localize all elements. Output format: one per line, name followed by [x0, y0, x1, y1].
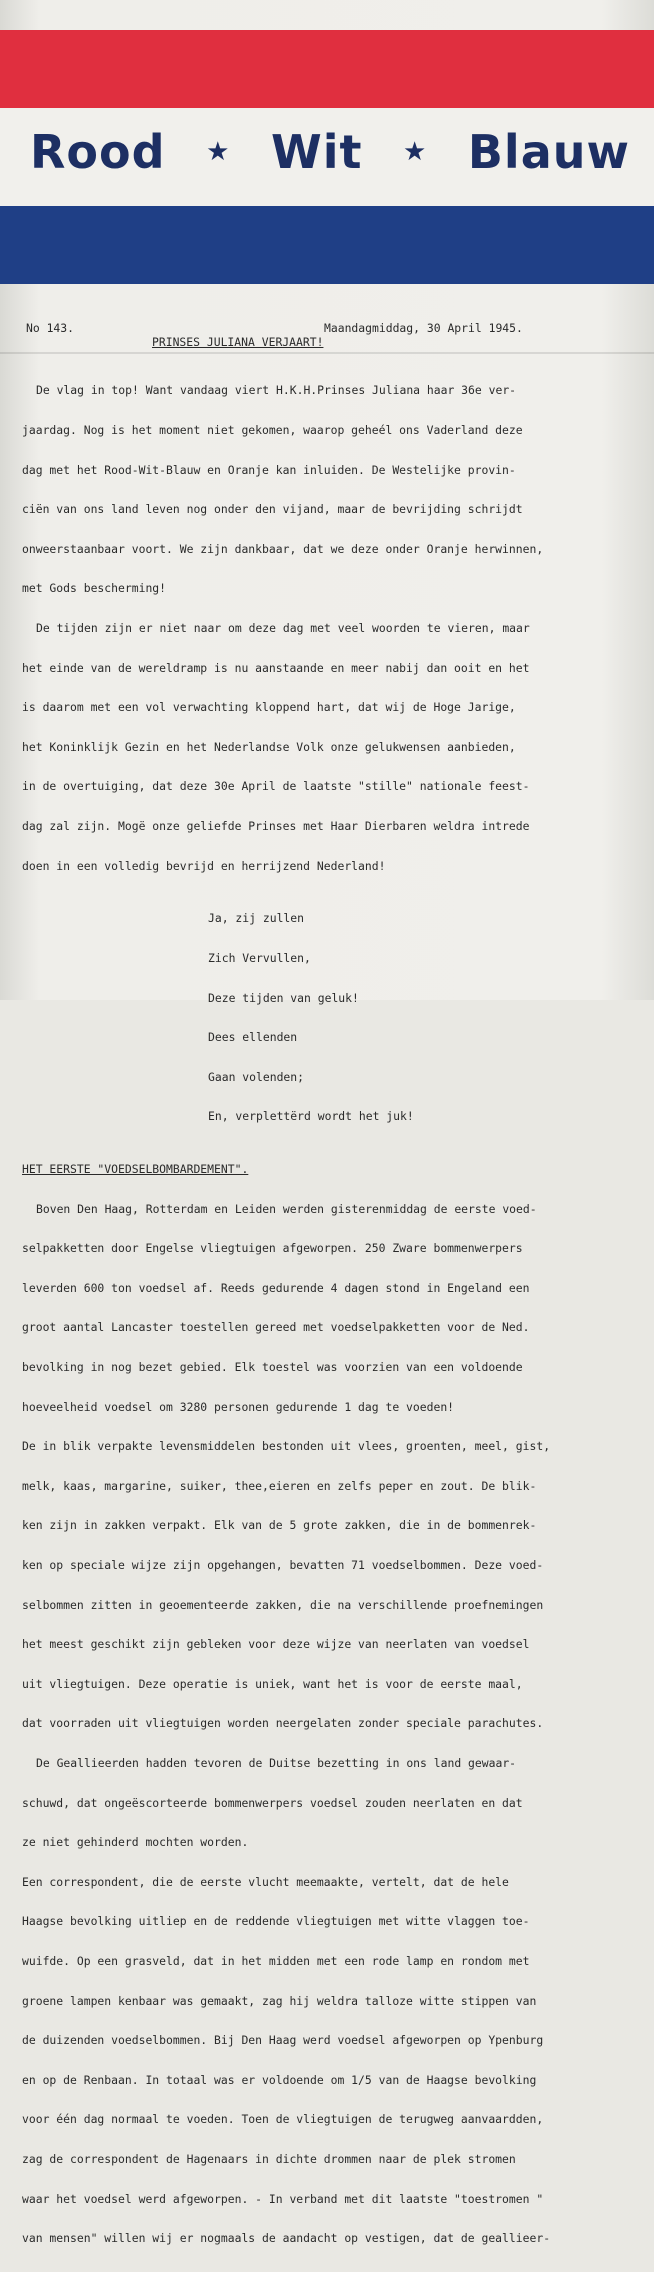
masthead-word-rood: Rood: [30, 125, 166, 179]
article2-line: leverden 600 ton voedsel af. Reeds gedurende 4 dagen stond in Engeland een: [22, 1280, 530, 1295]
article2-line: ze niet gehinderd mochten worden.: [22, 1835, 249, 1850]
poem-line: Zich Vervullen,: [208, 950, 311, 965]
article2-line: ken op speciale wijze zijn opgehangen, bevatten 71 voedselbommen. Deze voed-: [22, 1558, 544, 1573]
article2-line: De in blik verpakte levensmiddelen bestonden uit vlees, groenten, meel, gist,: [22, 1439, 551, 1454]
article2-line: De Geallieerden hadden tevoren de Duitse bezetting in ons land gewaar-: [36, 1756, 517, 1770]
article2-line: Haagse bevolking uitliep en de reddende vliegtuigen met witte vlaggen toe-: [22, 1914, 530, 1929]
article2-line: waar het voedsel werd afgeworpen. - In verband met dit laatste "toestromen ": [22, 2191, 544, 2206]
poem-line: Deze tijden van geluk!: [208, 990, 359, 1005]
article2-line: schuwd, dat ongeëscorteerde bommenwerpers voedsel zouden neerlaten en dat: [22, 1795, 523, 1810]
article2-line: dat voorraden uit vliegtuigen worden neergelaten zonder speciale parachutes.: [22, 1716, 544, 1731]
article1-line: dag met het Rood-Wit-Blauw en Oranje kan inluiden. De Westelijke provin-: [22, 462, 516, 477]
masthead: [30, 122, 630, 182]
article2-line: van mensen" willen wij er nogmaals de aandacht op vestigen, dat de geallieer-: [22, 2231, 551, 2246]
masthead-word-wit: Wit: [270, 125, 363, 179]
article2-line: hoeveelheid voedsel om 3280 personen gedurende 1 dag te voeden!: [22, 1399, 455, 1414]
article2-line: melk, kaas, margarine, suiker, thee,eieren en zelfs peper en zout. De blik-: [22, 1478, 537, 1493]
article2-title: HET EERSTE "VOEDSELBOMBARDEMENT".: [22, 1162, 249, 1177]
article2-line: selbommen zitten in geoementeerde zakken, die na verschillende proefnemingen: [22, 1597, 544, 1612]
article2-line: ken zijn in zakken verpakt. Elk van de 5 grote zakken, die in de bommenrek-: [22, 1518, 537, 1533]
masthead-word-blauw: Blauw: [467, 125, 630, 179]
article2-line: Een correspondent, die de eerste vlucht meemaakte, vertelt, dat de hele: [22, 1874, 509, 1889]
article1-line: het einde van de wereldramp is nu aanstaande en meer nabij dan ooit en het: [22, 660, 530, 675]
flag-stripe-red: [0, 30, 654, 108]
article2-line: voor één dag normaal te voeden. Toen de vliegtuigen de terugweg aanvaardden,: [22, 2112, 544, 2127]
article2-line: groot aantal Lancaster toestellen gereed met voedselpakketten voor de Ned.: [22, 1320, 530, 1335]
article-text: [22, 358, 550, 2272]
article1-title: PRINSES JULIANA VERJAART!: [152, 335, 324, 349]
article1-line: onweerstaanbaar voort. We zijn dankbaar, dat we deze onder Oranje herwinnen,: [22, 541, 544, 556]
article1-line: het Koninklijk Gezin en het Nederlandse Volk onze gelukwensen aanbieden,: [22, 739, 516, 754]
article1-line: jaardag. Nog is het moment niet gekomen, waarop geheél ons Vaderland deze: [22, 423, 523, 437]
document-body: [22, 321, 642, 2246]
star-icon: ★: [403, 137, 428, 167]
article1-line: met Gods bescherming!: [22, 581, 167, 596]
article1-line: doen in een volledig bevrijd en herrijzend Nederland!: [22, 858, 386, 873]
article1-line: De vlag in top! Want vandaag viert H.K.H.Prinses Juliana haar 36e ver-: [36, 383, 517, 398]
poem-line: Ja, zij zullen: [208, 911, 305, 926]
poem-line: En, verplettërd wordt het juk!: [208, 1109, 414, 1124]
article1-line: De tijden zijn er niet naar om deze dag met veel woorden te vieren, maar: [36, 620, 530, 635]
star-icon: ★: [206, 137, 231, 167]
article2-line: Boven Den Haag, Rotterdam en Leiden werden gisterenmiddag de eerste voed-: [36, 1201, 537, 1216]
flag-stripe-blue: [0, 206, 654, 284]
issue-number: No 143.: [26, 321, 75, 335]
article2-line: zag de correspondent de Hagenaars in dichte drommen naar de plek stromen: [22, 2151, 516, 2166]
article2-line: het meest geschikt zijn gebleken voor deze wijze van neerlaten van voedsel: [22, 1637, 530, 1652]
poem-line: Gaan volenden;: [208, 1069, 305, 1084]
article1-line: ciën van ons land leven nog onder den vijand, maar de bevrijding schrijdt: [22, 502, 523, 517]
article2-line: bevolking in nog bezet gebied. Elk toestel was voorzien van een voldoende: [22, 1360, 523, 1375]
article2-line: uit vliegtuigen. Deze operatie is uniek, want het is voor de eerste maal,: [22, 1676, 523, 1691]
article1-line: dag zal zijn. Mogë onze geliefde Prinses met Haar Dierbaren weldra intrede: [22, 818, 530, 833]
article1-line: in de overtuiging, dat deze 30e April de laatste "stille" nationale feest-: [22, 779, 530, 794]
article2-line: selpakketten door Engelse vliegtuigen afgeworpen. 250 Zware bommenwerpers: [22, 1241, 523, 1256]
issue-date: Maandagmiddag, 30 April 1945.: [324, 321, 523, 335]
article2-line: de duizenden voedselbommen. Bij Den Haag werd voedsel afgeworpen op Ypenburg: [22, 2033, 544, 2048]
article2-line: en op de Renbaan. In totaal was er voldoende om 1/5 van de Haagse bevolking: [22, 2072, 537, 2087]
article2-line: groene lampen kenbaar was gemaakt, zag hij weldra talloze witte stippen van: [22, 1993, 537, 2008]
article2-line: wuifde. Op een grasveld, dat in het midden met een rode lamp en rondom met: [22, 1953, 530, 1968]
article1-line: is daarom met een vol verwachting kloppend hart, dat wij de Hoge Jarige,: [22, 700, 516, 715]
poem-line: Dees ellenden: [208, 1030, 298, 1045]
